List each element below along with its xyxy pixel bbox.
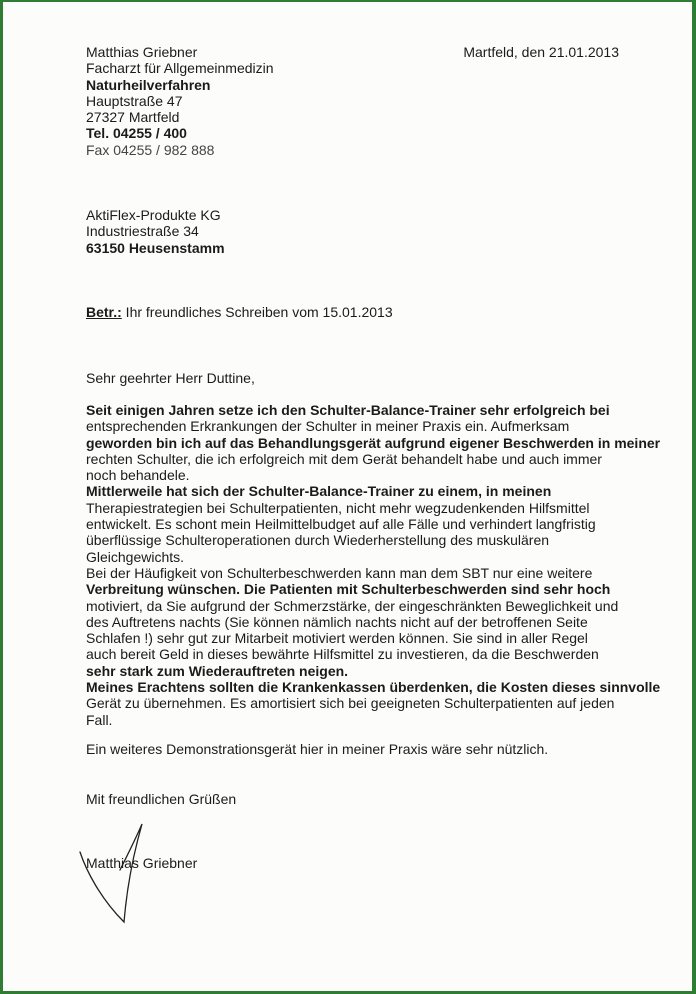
body-line: Verbreitung wünschen. Die Patienten mit Schulterbeschwerden sind sehr hoch: [86, 581, 611, 598]
sender-line: 27327 Martfeld: [86, 109, 180, 126]
sender-line: Hauptstraße 47: [86, 92, 183, 109]
body-line: noch behandele.: [86, 467, 190, 484]
body-line: geworden bin ich auf das Behandlungsgerät aufgrund eigener Beschwerden in meiner: [86, 434, 661, 451]
body-line: Gerät zu übernehmen. Es amortisiert sich bei geeigneten Schulterpatienten auf jeden: [86, 695, 615, 712]
body-line: Fall.: [86, 711, 113, 728]
demo-sentence: Ein weiteres Demonstrationsgerät hier in meiner Praxis wäre sehr nützlich.: [86, 741, 549, 757]
scan-edge-left: [0, 0, 3, 994]
signature-name: Matthias Griebner: [86, 855, 198, 871]
subject-text: Ihr freundliches Schreiben vom 15.01.2013: [121, 304, 393, 320]
body-line: Bei der Häufigkeit von Schulterbeschwerden kann man dem SBT nur eine weitere: [86, 564, 593, 581]
subject-label: Betr.:: [86, 304, 122, 320]
recipient-line: 63150 Heusenstamm: [86, 239, 225, 256]
recipient-line: Industriestraße 34: [86, 223, 199, 240]
body-line: Meines Erachtens sollten die Krankenkassen überdenken, die Kosten dieses sinnvolle: [86, 679, 661, 696]
body-line: entwickelt. Es schont mein Heilmittelbudget auf alle Fälle und verhindert langfristig: [86, 516, 596, 533]
subject-line: [86, 304, 393, 320]
sender-line: Facharzt für Allgemeinmedizin: [86, 60, 274, 77]
body-line: auch bereit Geld in dieses bewährte Hilfsmittel zu investieren, da die Beschwerden: [86, 646, 599, 663]
sender-line: Tel. 04255 / 400: [86, 125, 187, 142]
body-line: sehr stark zum Wiederauftreten neigen.: [86, 662, 349, 679]
letter-body: [86, 402, 661, 728]
recipient-address: [86, 207, 225, 256]
sender-line: Naturheilverfahren: [86, 76, 211, 93]
body-line: rechten Schulter, die ich erfolgreich mit dem Gerät behandelt habe und auch immer: [86, 450, 602, 467]
body-line: überflüssige Schulteroperationen durch Wiederherstellung des muskulären: [86, 532, 550, 549]
body-line: Gleichgewichts.: [86, 548, 185, 565]
sender-line: Fax 04255 / 982 888: [86, 141, 215, 158]
handwritten-signature: [66, 818, 176, 938]
sender-address: [86, 44, 274, 158]
body-line: Therapiestrategien bei Schulterpatienten, nicht mehr wegzudenkenden Hilfsmittel: [86, 499, 590, 516]
scan-edge-right: [692, 0, 696, 994]
body-line: Mittlerweile hat sich der Schulter-Balance-Trainer zu einem, in meinen: [86, 483, 552, 500]
letter-date: Martfeld, den 21.01.2013: [463, 44, 619, 60]
body-line: des Auftretens nachts (Sie können nämlich nachts nicht auf der betroffenen Seite: [86, 613, 588, 630]
scan-edge-top: [0, 0, 696, 2]
body-line: Schlafen !) sehr gut zur Mitarbeit motiviert werden können. Sie sind in aller Regel: [86, 630, 588, 647]
body-line: motiviert, da Sie aufgrund der Schmerzstärke, der eingeschränkten Beweglichkeit und: [86, 597, 619, 614]
body-line: Seit einigen Jahren setze ich den Schulter-Balance-Trainer sehr erfolgreich bei: [86, 402, 610, 418]
body-line: entsprechenden Erkrankungen der Schulter in meiner Praxis ein. Aufmerksam: [86, 418, 570, 435]
sender-line: Matthias Griebner: [86, 44, 198, 60]
recipient-line: AktiFlex-Produkte KG: [86, 207, 221, 223]
closing: Mit freundlichen Grüßen: [86, 791, 237, 807]
salutation: Sehr geehrter Herr Duttine,: [86, 370, 255, 386]
